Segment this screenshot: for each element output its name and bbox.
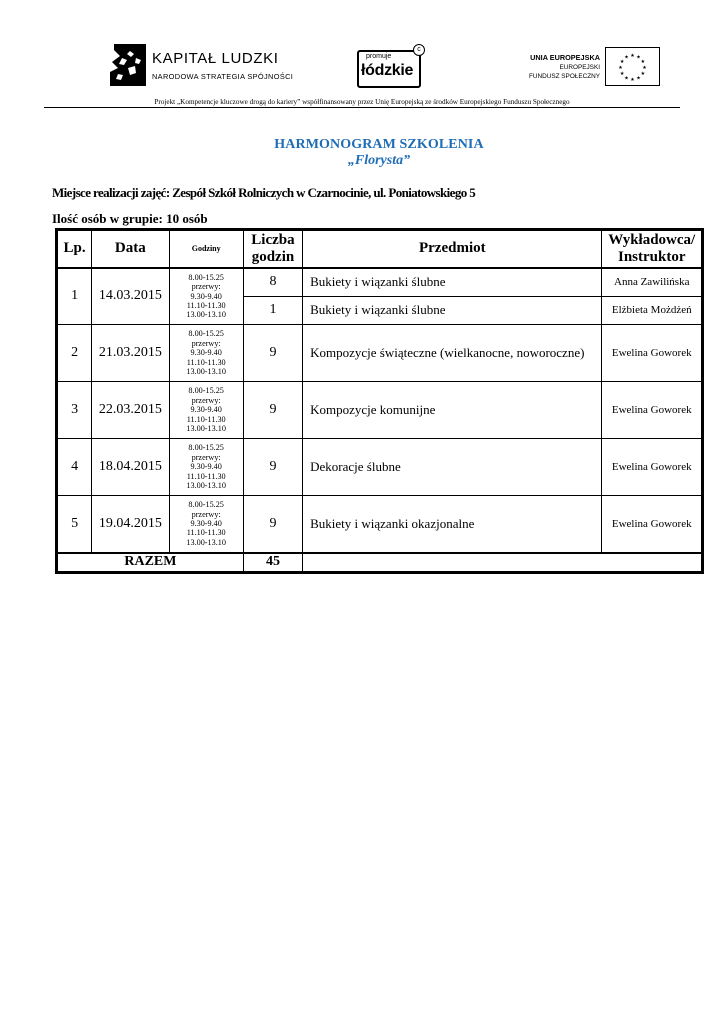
row-instructor: Ewelina Goworek <box>602 382 703 439</box>
svg-text:★: ★ <box>630 77 635 83</box>
header-divider <box>44 107 680 108</box>
copyright-mark-icon: c <box>413 44 425 56</box>
table-row <box>57 496 703 553</box>
hours-line: przerwy: <box>191 509 221 519</box>
row-date: 21.03.2015 <box>92 325 169 382</box>
hours-line: 13.00-13.10 <box>186 537 226 547</box>
col-header-instructor-line1: Wykładowca/ <box>608 231 696 248</box>
table-body <box>57 268 703 553</box>
col-header-count-line2: godzin <box>251 248 295 265</box>
row-instructor: Anna Zawilińska <box>602 268 703 297</box>
svg-text:★: ★ <box>624 54 629 61</box>
hours-line: przerwy: <box>191 395 221 405</box>
row-date: 14.03.2015 <box>92 268 169 325</box>
col-header-date: Data <box>92 230 169 268</box>
row-subject: Kompozycje świąteczne (wielkanocne, noworoczne) <box>303 325 602 382</box>
eu-title: UNIA EUROPEJSKA <box>530 53 600 62</box>
row-hour-count: 1 <box>243 296 302 325</box>
row-subject: Bukiety i wiązanki ślubne <box>303 268 602 297</box>
hours-line: 11.10-11.30 <box>186 300 226 310</box>
table-row <box>57 325 703 382</box>
hours-line: 13.00-13.10 <box>186 310 226 320</box>
eu-flag-icon <box>605 47 660 86</box>
hours-line: 9.30-9.40 <box>190 462 222 472</box>
hours-line: przerwy: <box>191 338 221 348</box>
row-number: 2 <box>57 325 92 382</box>
eu-subtitle-1: EUROPEJSKI <box>559 64 600 71</box>
document-title: HARMONOGRAM SZKOLENIA <box>274 137 484 152</box>
hours-line: 8.00-15.25 <box>188 443 224 453</box>
document-subtitle: „Florysta” <box>347 153 411 168</box>
eu-subtitle-2: FUNDUSZ SPOŁECZNY <box>528 73 600 80</box>
hours-line: przerwy: <box>191 282 221 292</box>
table-row <box>57 382 703 439</box>
lodzkie-logo-text: łódzkie <box>361 62 414 79</box>
hours-line: 13.00-13.10 <box>186 367 226 377</box>
row-hour-count: 9 <box>243 325 302 382</box>
kapital-ludzki-title: KAPITAŁ LUDZKI <box>152 50 279 67</box>
col-header-count <box>243 230 302 268</box>
hours-line: 13.00-13.10 <box>186 481 226 491</box>
kapital-ludzki-subtitle: NARODOWA STRATEGIA SPÓJNOŚCI <box>152 72 294 81</box>
row-hour-count: 8 <box>243 268 302 297</box>
svg-text:★: ★ <box>642 65 647 71</box>
table-header-row <box>57 230 703 268</box>
hours-line: 8.00-15.25 <box>188 329 224 339</box>
row-date: 19.04.2015 <box>92 496 169 553</box>
kapital-ludzki-logo <box>108 42 294 92</box>
row-hours <box>169 325 243 382</box>
row-instructor: Ewelina Goworek <box>602 439 703 496</box>
table-row <box>57 268 703 297</box>
project-note: Projekt „Kompetencje kluczowe drogą do kariery” współfinansowany przez Unię Europejską ze środków Europejskiego Funduszu Społecznego <box>154 98 570 106</box>
svg-text:★: ★ <box>619 59 625 65</box>
hours-line: 9.30-9.40 <box>190 348 222 358</box>
col-header-subject: Przedmiot <box>303 230 602 268</box>
hours-line: 9.30-9.40 <box>190 519 222 529</box>
row-subject: Dekoracje ślubne <box>303 439 602 496</box>
row-date: 22.03.2015 <box>92 382 169 439</box>
hours-line: 13.00-13.10 <box>186 424 226 434</box>
row-date: 18.04.2015 <box>92 439 169 496</box>
location-line: Miejsce realizacji zajęć: Zespół Szkół Rolniczych w Czarnocinie, ul. Poniatowskiego 5 <box>52 185 476 200</box>
row-subject: Bukiety i wiązanki ślubne <box>303 296 602 325</box>
row-hours <box>169 268 243 325</box>
row-subject: Kompozycje komunijne <box>303 382 602 439</box>
promuje-lodzkie-logo <box>355 44 425 88</box>
kapital-ludzki-emblem-icon <box>108 42 148 88</box>
total-label: RAZEM <box>57 553 244 573</box>
group-size-line: Ilość osób w grupie: 10 osób <box>52 211 208 226</box>
hours-line: 8.00-15.25 <box>188 272 224 282</box>
hours-line: 9.30-9.40 <box>190 405 222 415</box>
svg-text:★: ★ <box>636 75 641 82</box>
total-empty-cell <box>303 553 703 573</box>
row-hours <box>169 496 243 553</box>
svg-text:★: ★ <box>624 75 629 82</box>
row-hours <box>169 382 243 439</box>
svg-text:★: ★ <box>619 71 625 77</box>
hours-line: 11.10-11.30 <box>186 414 226 424</box>
row-number: 1 <box>57 268 92 325</box>
row-hour-count: 9 <box>243 496 302 553</box>
row-hour-count: 9 <box>243 382 302 439</box>
col-header-lp: Lp. <box>57 230 92 268</box>
total-row <box>57 553 703 573</box>
row-number: 4 <box>57 439 92 496</box>
svg-text:★: ★ <box>630 53 635 59</box>
eu-text-block <box>500 52 600 81</box>
col-header-count-line1: Liczba <box>251 231 295 248</box>
row-hour-count: 9 <box>243 439 302 496</box>
svg-text:★: ★ <box>640 59 646 65</box>
row-instructor: Ewelina Goworek <box>602 496 703 553</box>
lodzkie-logo-small-text: promuje <box>366 53 392 60</box>
hours-line: 11.10-11.30 <box>186 528 226 538</box>
col-header-instructor-line2: Instruktor <box>617 248 686 265</box>
hours-line: 8.00-15.25 <box>188 500 224 510</box>
svg-text:★: ★ <box>640 71 646 77</box>
hours-line: 8.00-15.25 <box>188 386 224 396</box>
total-value: 45 <box>243 553 302 573</box>
col-header-hours: Godziny <box>169 230 243 268</box>
row-hours <box>169 439 243 496</box>
row-instructor: Elżbieta Możdżeń <box>602 296 703 325</box>
hours-line: 9.30-9.40 <box>190 291 222 301</box>
row-subject: Bukiety i wiązanki okazjonalne <box>303 496 602 553</box>
table-row <box>57 439 703 496</box>
row-number: 5 <box>57 496 92 553</box>
svg-text:★: ★ <box>618 65 623 71</box>
col-header-instructor <box>602 230 703 268</box>
row-number: 3 <box>57 382 92 439</box>
svg-text:★: ★ <box>636 54 641 61</box>
row-instructor: Ewelina Goworek <box>602 325 703 382</box>
hours-line: 11.10-11.30 <box>186 357 226 367</box>
schedule-table <box>55 228 704 574</box>
hours-line: 11.10-11.30 <box>186 471 226 481</box>
hours-line: przerwy: <box>191 452 221 462</box>
